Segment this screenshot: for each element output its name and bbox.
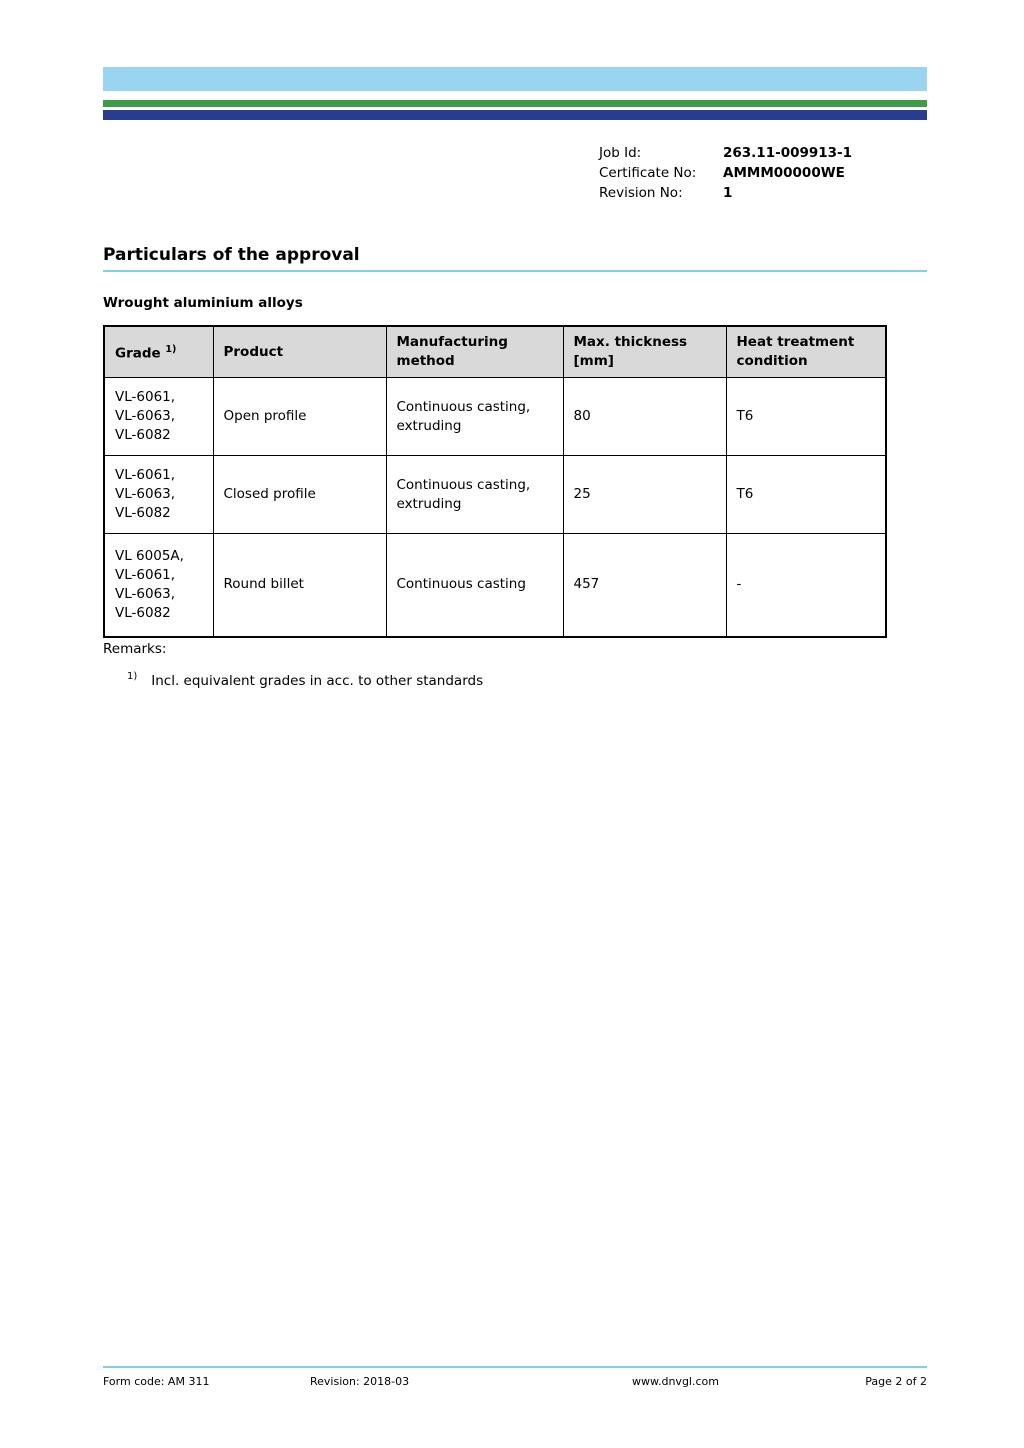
brand-bar-light-blue xyxy=(103,67,927,91)
cell-grade: VL 6005A, VL-6061, VL-6063, VL-6082 xyxy=(104,534,213,637)
cell-product: Open profile xyxy=(213,378,386,456)
cell-method: Continuous casting, extruding xyxy=(386,378,563,456)
cell-max-thickness: 80 xyxy=(563,378,726,456)
cell-grade: VL-6061, VL-6063, VL-6082 xyxy=(104,456,213,534)
cell-heat-treatment: - xyxy=(726,534,886,637)
cell-max-thickness: 457 xyxy=(563,534,726,637)
brand-bar-green xyxy=(103,100,927,107)
remark-item xyxy=(127,668,483,690)
remark-text: Incl. equivalent grades in acc. to other standards xyxy=(151,672,484,689)
revision-no-label: Revision No: xyxy=(599,185,683,201)
remarks-title: Remarks: xyxy=(103,641,167,657)
cell-product: Round billet xyxy=(213,534,386,637)
grade-footnote-marker: 1) xyxy=(165,344,177,356)
remark-footnote-marker: 1) xyxy=(127,671,138,682)
cell-method: Continuous casting xyxy=(386,534,563,637)
footer-page-number: Page 2 of 2 xyxy=(865,1375,927,1388)
col-header-grade: Grade $^{1)}$ xyxy=(104,326,213,378)
cell-method: Continuous casting, extruding xyxy=(386,456,563,534)
section-title: Particulars of the approval xyxy=(103,245,927,272)
brand-bar-dark-blue xyxy=(103,110,927,120)
cell-heat-treatment: T6 xyxy=(726,456,886,534)
col-header-product: Product xyxy=(213,326,386,378)
document-meta xyxy=(599,143,852,203)
certificate-no-label: Certificate No: xyxy=(599,165,697,181)
job-id-value: 263.11-009913-1 xyxy=(723,145,853,161)
table-row xyxy=(104,378,886,456)
cell-max-thickness: 25 xyxy=(563,456,726,534)
remarks-section xyxy=(103,640,483,690)
col-header-thickness: Max. thickness [mm] xyxy=(563,326,726,378)
header-brand-bars xyxy=(103,67,927,120)
table-row xyxy=(104,456,886,534)
footer-form-code: Form code: AM 311 xyxy=(103,1375,210,1388)
table-header-row xyxy=(104,326,886,378)
footer-revision: Revision: 2018-03 xyxy=(310,1375,410,1388)
certificate-no-value: AMMM00000WE xyxy=(723,165,845,181)
subsection-title: Wrought aluminium alloys xyxy=(103,295,303,311)
cell-product: Closed profile xyxy=(213,456,386,534)
cell-heat-treatment: T6 xyxy=(726,378,886,456)
alloy-table xyxy=(103,325,887,638)
page-footer xyxy=(103,1366,927,1392)
job-id-label: Job Id: xyxy=(599,145,642,161)
col-header-method: Manufacturing method xyxy=(386,326,563,378)
table-row xyxy=(104,534,886,637)
footer-website: www.dnvgl.com xyxy=(632,1375,719,1388)
col-header-heat: Heat treatment condition xyxy=(726,326,886,378)
cell-grade: VL-6061, VL-6063, VL-6082 xyxy=(104,378,213,456)
revision-no-value: 1 xyxy=(723,185,733,201)
